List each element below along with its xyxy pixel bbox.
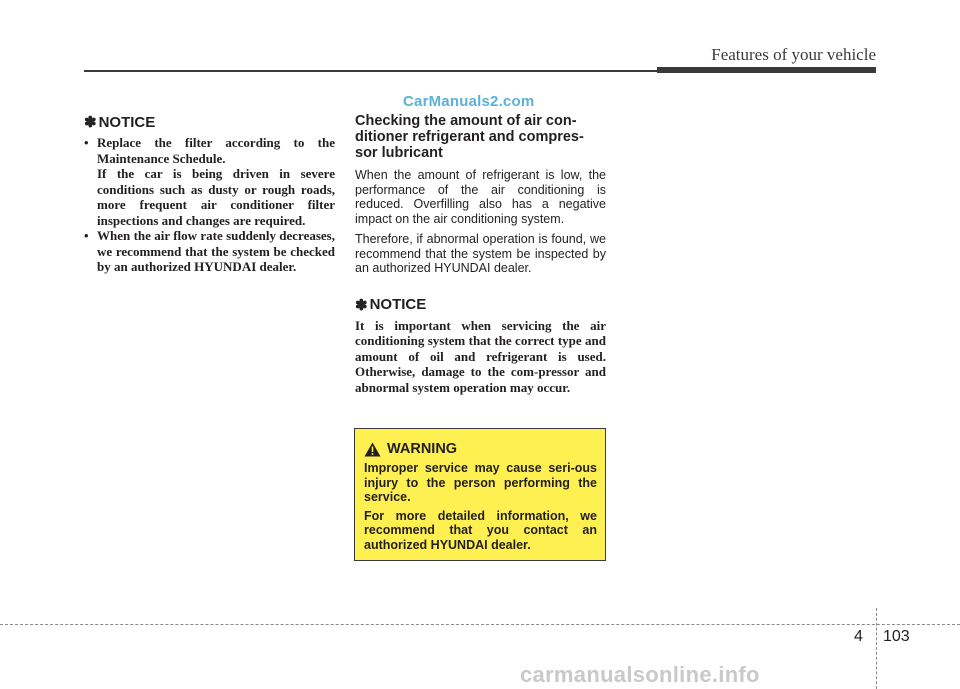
notice-heading — [84, 113, 335, 131]
warning-heading — [364, 441, 597, 457]
footer-rule — [0, 624, 960, 625]
right-column — [355, 113, 606, 395]
warning-triangle-icon — [364, 442, 381, 457]
bullet-icon: • — [84, 135, 89, 150]
body-paragraph: When the amount of refrigerant is low, the performance of the air conditioning is reduced. Overfilling also has a negative impact on the air conditioning system. — [355, 168, 606, 226]
bullet-text: If the car is being driven in severe conditions such as dusty or rough roads, more frequent air conditioner filter inspections and changes are required. — [97, 166, 335, 228]
watermark-bottom[interactable]: carmanualsonline.info — [520, 662, 760, 687]
footer-divider — [876, 608, 877, 689]
notice-heading — [355, 296, 606, 314]
notice-text: It is important when servicing the air conditioning system that the correct type and amount of oil and refrigerant is used. Otherwise, damage to the com-pressor and abnormal system operation may occur. — [355, 317, 606, 395]
notice-title: NOTICE — [98, 113, 156, 131]
notice-star-icon: ✽ — [355, 296, 368, 314]
section-title: Checking the amount of air con-ditioner refrigerant and compres-sor lubricant — [355, 113, 584, 161]
header-title: Features of your vehicle — [711, 45, 876, 64]
page-number: 103 — [883, 628, 910, 645]
notice-bullet-list — [84, 135, 335, 275]
notice-star-icon: ✽ — [84, 114, 97, 131]
warning-box — [354, 428, 606, 561]
bullet-text: Replace the filter according to the Maintenance Schedule. — [97, 135, 335, 166]
notice-block — [355, 296, 606, 396]
notice-title: NOTICE — [369, 296, 427, 313]
body-paragraph: Therefore, if abnormal operation is found, we recommend that the system be inspected by an authorized HYUNDAI dealer. — [355, 232, 606, 275]
bullet-icon: • — [84, 228, 89, 243]
chapter-number: 4 — [854, 628, 863, 645]
warning-title: WARNING — [387, 441, 458, 457]
warning-text: For more detailed information, we recommend that you contact an authorized HYUNDAI dealer. — [364, 508, 597, 552]
bullet-text: When the air flow rate suddenly decreases, we recommend that the system be checked by an authorized HYUNDAI dealer. — [97, 228, 335, 274]
watermark-top[interactable]: CarManuals2.com — [403, 93, 535, 110]
warning-text: Improper service may cause seri-ous injury to the person performing the service. — [364, 461, 597, 504]
left-column — [84, 113, 335, 275]
list-item — [84, 228, 335, 275]
header-rule-accent — [657, 67, 876, 73]
list-item — [84, 135, 335, 228]
